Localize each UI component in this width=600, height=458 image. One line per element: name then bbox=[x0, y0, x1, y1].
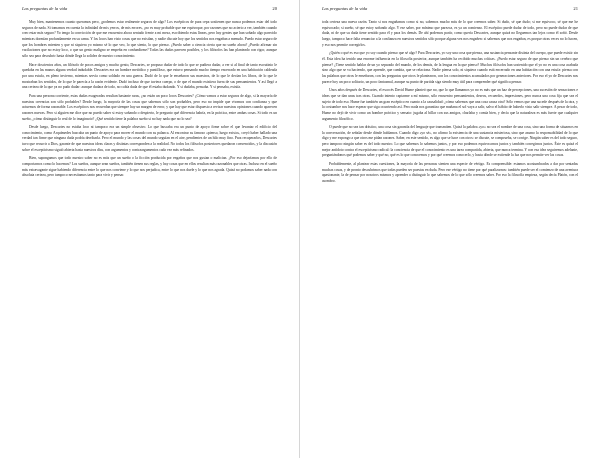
left-running-title: Las preguntas de la vida bbox=[22, 6, 68, 11]
right-page-header bbox=[322, 6, 578, 12]
paragraph: O puede que no sea tan drástico, una cosa sin garantía del lenguaje que transmiten. Quizá la palabra «yo» no sea el nombre de una cosa, sino una forma de situarnos en la conversación, de señalar desde dónde hablamos. Cuando digo «yo sé», no afirmo la existencia de una sustancia misteriosa, sino que asumo la responsabilidad de lo que digo y me expongo a que otros me pidan razones. Saber, en este sentido, es algo que se hace con otros: se discute, se comprueba, se corrige. Ningún saber es del todo seguro, pero tampoco ningún saber es del todo nuestro. Lo que sabemos lo sabemos juntos, y por eso podemos equivocarnos juntos y también corregirnos juntos. Éste es quizá el mejor antídoto contra el escepticismo radical: la conciencia de que el conocimiento es una tarea compartida, abierta, que nunca termina. Y con esa idea seguiremos adelante, preguntándonos qué podemos saber y qué no, qué es lo que conocemos y por qué creemos conocerlo, y hasta dónde se extiende la luz que nos permite ver las cosas. bbox=[322, 125, 578, 158]
paragraph: Bien, supongamos que todo nuestro saber no es más que un sueño o la ficción producida por engaños que nos gustan o malician. ¿Por eso dejaríamos por ello de comportarnos como lo hacemos? Los sueños, aunque sean sueños, también tienen sus reglas, y hay cosas que en ellos resultan más razonables que otras. Incluso en el sueño más extravagante sigue habiendo diferencia entre lo que nos conviene y lo que nos perjudica, entre lo que nos duele y lo que nos agrada. Quizá no podamos saber nada con absoluta certeza, pero tampoco necesitamos tanto para vivir y pensar. bbox=[22, 156, 277, 178]
paragraph: Desde luego, Descartes no estaba loco ni tampoco era un simple obsesivo. Lo que buscaba era un punto de apoyo firme sobre el que levantar el edificio del conocimiento, como Arquímedes buscaba un punto de apoyo para mover el mundo con su palanca. Al encontrar su famoso «pienso, luego existo», creyó haber hallado una verdad tan firme que ninguna duda podría derribarla. Pero el mundo y las cosas del mundo seguían en el aire, pendientes de un hilo muy fino. Para recuperarlos, Descartes tuvo que recurrir a Dios, garante de que nuestras ideas claras y distintas corresponden a la realidad. No todos los filósofos posteriores quedaron convencidos, y la discusión sobre el escepticismo siguió abierta hasta nuestros días, con argumentos y contraargumentos cada vez más refinados. bbox=[22, 125, 277, 152]
right-page-body bbox=[322, 20, 578, 185]
paragraph: Unos años después de Descartes, el escocés David Hume planteó que no, que lo que llamamos yo no es más que un haz de percepciones, una sucesión de sensaciones e ideas que se dan unas tras otras. Cuando intento captarme a mí mismo, sólo encuentro pensamientos, deseos, recuerdos, impresiones, pero nunca una cosa fija que sea el sujeto de todo eso. Hume fue también un gran escéptico en cuanto a la causalidad: ¿cómo sabemos que una cosa causa otra? Sólo vemos que una sucede después de la otra, y la costumbre nos hace esperar que siga ocurriendo así. Pero nada nos garantiza que mañana el sol vaya a salir, salvo el hábito de haberlo visto salir siempre. A pesar de todo, Hume no dejó de vivir como un hombre práctico y sensato: jugaba al billar con sus amigos, charlaba y comía bien, y decía que la naturaleza es más fuerte que cualquier argumento filosófico. bbox=[322, 88, 578, 121]
paragraph: toda certeza una nueva razón. Tanto si nos engañamos como si no, sabemos mucho más de lo que creemos saber. Si dudo, sé que dudo; si me equivoco, sé que me he equivocado; si sueño, sé que estoy soñando algo. Y ese saber, por mínimo que parezca, es ya un comienzo. El escéptico puede dudar de todo, pero no puede dudar de que duda, ni de que su duda tiene sentido para él y para los demás. De ahí podemos partir, como quería Descartes, aunque quizá no lleguemos tan lejos como él soñó. Desde luego, tampoco hace falta renunciar a la confianza en nuestros sentidos sólo porque alguna vez nos engañen: si sabemos que nos engañan, es porque otras veces no lo hacen, y eso nos permite corregirlos. bbox=[322, 20, 578, 47]
left-page-body bbox=[22, 20, 277, 179]
right-page-number: 21 bbox=[573, 6, 578, 11]
right-running-title: Las preguntas de la vida bbox=[322, 6, 368, 11]
paragraph: ¿Quién o qué es eso que yo soy cuando pienso que sé algo? Para Descartes, yo soy una cosa que piensa, una sustancia pensante distinta del cuerpo, que puede existir sin él. Esta idea ha tenido una enorme influencia en la filosofía posterior, aunque también ha recibido muchas críticas. ¿Puedo estar seguro de que pienso sin un cerebro que piense? ¿Tiene sentido hablar de un yo separado del mundo, de los demás, de la lengua en la que pienso? Muchos filósofos han sostenido que el yo no es una cosa acabada sino algo que se va haciendo, que aprende, que cambia, que se relaciona. Nadie piensa solo, ni siquiera cuando está encerrado en una habitación con una estufa: piensa con las palabras que otros le enseñaron, con las preguntas que otros le plantearon, con los conocimientos acumulados por generaciones anteriores. Por eso el yo de Descartes nos parece hoy un poco solitario, un poco fantasmal, aunque su punto de partida siga siendo muy útil para comprender qué significa pensar. bbox=[322, 51, 578, 84]
paragraph: Hace doscientos años, un filósofo de pocos amigos y mucho genio, Descartes, se propuso dudar de todo lo que se pudiera dudar, a ver si al final de tanto escrutinio le quedaba en las manos alguna verdad indudable. Descartes era un hombre metódico y puntilloso, que estuvo pensando mucho tiempo encerrado en una habitación caldeada por una estufa, en pleno invierno, mientras servía como soldado en una guerra. Dudó de lo que le enseñaron sus maestros, de lo que le decían los libros, de lo que le mostraban los sentidos, de lo que le parecía a la razón evidente. Dudó incluso de que tuviera cuerpo, o de que el mundo existiera fuera de sus pensamientos. Y así llegó a una certeza de la que ya no pudo dudar: aunque dudara de todo, no cabía duda de que él estaba dudando. Y si dudaba, pensaba. Y si pensaba, existía. bbox=[22, 62, 277, 90]
paragraph: Probablemente, al plantear estas cuestiones, la mayoría de las personas sienten una especie de vértigo. Es comprensible: estamos acostumbrados a dar por sentadas muchas cosas, y de pronto descubrimos que todas pueden ser puestas en duda. Pero ese vértigo no tiene por qué paralizarnos: también puede ser el comienzo de una aventura apasionante, la de pensar por nosotros mismos y aprender a distinguir lo que sabemos de lo que sólo creemos saber. Por eso la filosofía empieza, según decía Platón, con el asombro. bbox=[322, 162, 578, 184]
paragraph: Para una persona corriente, estas dudas exageradas resultan bastante raras, ¿no están un poco locos Descartes? ¿Cómo vamos a estar seguros de algo, si la mayoría de nuestras creencias son sólo probables? Desde luego, la mayoría de las cosas que sabemos sólo son probables, pero eso no impide que vivamos con confianza y que actuemos de forma razonable. Los escépticos nos recuerdan que siempre hay un margen de error, y que hay que estar dispuesto a revisar nuestras opiniones cuando aparecen razones nuevas. Pero si alguien me dice que no puedo saber si estoy soñando o despierto, le pregunto qué diferencia habría, en la práctica, entre ambas cosas. Si todo es un sueño, ¿cómo distinguir lo real de lo imaginario? ¿Qué sentido tiene la palabra sueño si no hay nada que no lo sea? bbox=[22, 93, 277, 121]
paragraph: Muy bien, mantenemos cuanto queramos pero, ¿podemos estar realmente seguros de algo? Los escépticos de pura cepa sostienen que nunca podemos estar del todo seguros de nada. Si tomamos en cuenta la infinidad de mis yerros, de mis errores, ¿no es muy probable que me equivoque, por razones que no acierto a ver, también cuando creo estar más seguro? Yo tengo la convicción de que me encuentro ahora sentado frente a mi mesa, escribiendo estas líneas, pero hay gentes que han soñado algo parecido mientras dormían profundamente en su cama. Y los locos han visto cosas que no existían, y nadie discute hoy que los sentidos nos engañan a menudo. Puedo estar seguro de que los hombres mienten y que ni siquiera yo mismo sé lo que veo, lo que siento, lo que pienso. ¿Puedo saber a ciencia cierta que no sueño ahora? ¿Puedo afirmar sin vacilaciones que no estoy loco, o que un genio maligno se empeña en confundirme? Todas las dudas parecen posibles, y los filósofos las han planteado con rigor, aunque sólo sea para descubrir hasta dónde llega la solidez de nuestro conocimiento. bbox=[22, 20, 277, 58]
right-page bbox=[300, 0, 600, 458]
left-page-header bbox=[22, 6, 277, 12]
left-page-number: 20 bbox=[272, 6, 277, 11]
